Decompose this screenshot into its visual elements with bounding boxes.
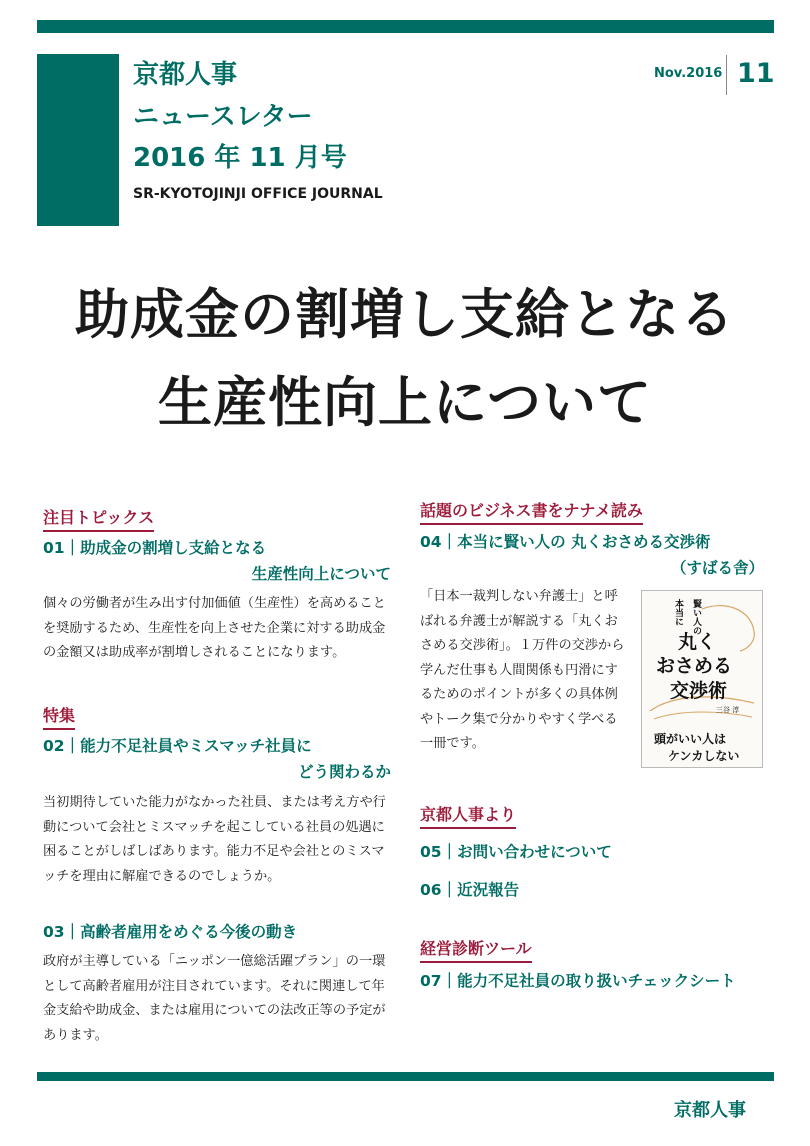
article-01-summary: 個々の労働者が生み出す付加価値（生産性）を高めることを奨励するため、生産性を向上させた企業に対する助成金の金額又は助成率が割増しされることになります。 — [43, 596, 386, 660]
masthead-color-block — [37, 54, 119, 226]
book-cover-image — [641, 590, 763, 768]
article-01-title-cont[interactable]: 生産性向上について — [251, 565, 391, 583]
headline-line-2: 生産性向上について — [158, 371, 652, 434]
issue-number: 11 — [737, 58, 775, 89]
masthead-issue: 2016 年 11 月号 — [133, 143, 347, 173]
article-06-title[interactable]: 06｜近況報告 — [420, 881, 520, 899]
book-cover-tagline-1: 頭がいい人は — [654, 732, 727, 746]
article-02-summary: 当初期待していた能力がなかった社員、または考え方や行動について会社とミスマッチを起こしている社員の処遇に困ることがしばしばあります。能力不足や会社とのミスマッチを理由に解雇できるのでしょうか。 — [43, 795, 386, 884]
footer-org-name: 京都人事 — [674, 1100, 746, 1121]
journal-name: SR-KYOTOJINJI OFFICE JOURNAL — [133, 186, 383, 202]
article-03-title[interactable]: 03｜高齢者雇用をめぐる今後の動き — [43, 923, 298, 941]
section-title-feature: 特集 — [43, 706, 75, 730]
section-title-from-office: 京都人事より — [420, 805, 516, 829]
book-cover-tagline-2: ケンカしない — [668, 749, 740, 763]
article-07-title[interactable]: 07｜能力不足社員の取り扱いチェックシート — [420, 972, 736, 990]
book-cover-title-3: 交渉術 — [670, 680, 728, 702]
section-title-topics: 注目トピックス — [43, 508, 154, 532]
top-accent-bar — [37, 20, 774, 33]
issue-divider — [726, 55, 727, 95]
article-03-summary: 政府が主導している「ニッポン一億総活躍プラン」の一環として高齢者雇用が注目されています。それに関連して年金支給や助成金、または雇用についての法改正等の予定があります。 — [43, 954, 386, 1043]
article-05-title[interactable]: 05｜お問い合わせについて — [420, 843, 612, 861]
book-cover-title-1: 丸く — [678, 631, 717, 653]
article-04-title[interactable]: 04｜本当に賢い人の 丸くおさめる交渉術 — [420, 533, 711, 551]
book-cover-top-left: 本当に — [673, 599, 683, 626]
book-cover-author: 三谷 淳 — [716, 706, 740, 714]
issue-date: Nov.2016 — [654, 66, 723, 81]
article-02-title[interactable]: 02｜能力不足社員やミスマッチ社員に — [43, 737, 312, 755]
masthead-newsletter: ニュースレター — [133, 102, 313, 132]
book-cover-top-right: 賢い人の — [691, 599, 701, 635]
headline-line-1: 助成金の割増し支給となる — [75, 283, 735, 346]
book-cover-title-2: おさめる — [656, 655, 733, 677]
bottom-accent-bar — [37, 1072, 774, 1081]
article-01-title[interactable]: 01｜助成金の割増し支給となる — [43, 539, 267, 557]
article-04-publisher[interactable]: （すばる舎） — [670, 559, 764, 577]
article-04-summary: 「日本一裁判しない弁護士」と呼ばれる弁護士が解説する「丸くおさめる交渉術」。１万件の交渉から学んだ仕事も人間関係も円滑にするためのポイントが多くの具体例やトーク集で分かりやすく学べる一冊です。 — [420, 589, 625, 751]
article-02-title-cont[interactable]: どう関わるか — [297, 763, 391, 781]
section-title-book-review: 話題のビジネス書をナナメ読み — [420, 501, 643, 525]
masthead-org: 京都人事 — [133, 60, 238, 90]
section-title-diagnostic-tool: 経営診断ツール — [420, 939, 532, 963]
